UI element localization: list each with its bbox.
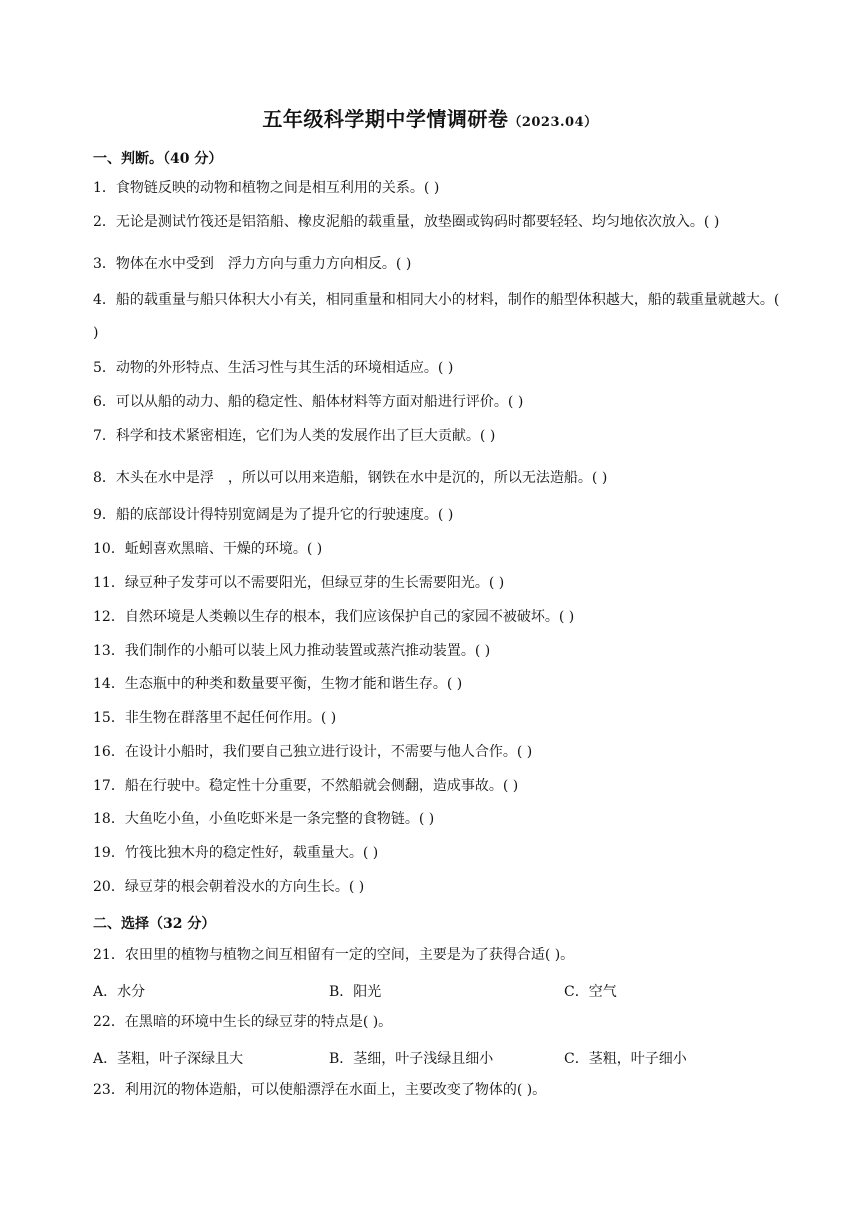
judge-item-4: 4．船的载重量与船只体积大小有关，相同重量和相同大小的材料，制作的船型体积越大，船的载重量就越大。( ) xyxy=(93,292,780,341)
question-22-option-a: A．茎粗，叶子深绿且大 xyxy=(93,1051,244,1067)
judge-item-14: 14．生态瓶中的种类和数量要平衡，生物才能和谐生存。( ) xyxy=(93,676,463,692)
title-main: 五年级科学期中学情调研卷 xyxy=(262,107,509,131)
judge-item-2: 2．无论是测试竹筏还是铝箔船、橡皮泥船的载重量，放垫圈或钩码时都要轻轻、均匀地依次放入。( ) xyxy=(93,214,720,230)
judge-item-19: 19．竹筏比独木舟的稳定性好，载重量大。( ) xyxy=(93,845,379,861)
judge-item-9: 9．船的底部设计得特别宽阔是为了提升它的行驶速度。( ) xyxy=(93,507,454,523)
question-21-option-b: B．阳光 xyxy=(329,984,382,1000)
question-22-stem: 22．在黑暗的环境中生长的绿豆芽的特点是( )。 xyxy=(93,1014,393,1030)
judge-item-6: 6．可以从船的动力、船的稳定性、船体材料等方面对船进行评价。( ) xyxy=(93,394,524,410)
title-date: （2023.04） xyxy=(508,115,598,130)
judge-item-8: 8．木头在水中是浮 ，所以可以用来造船，钢铁在水中是沉的，所以无法造船。( ) xyxy=(93,470,608,486)
question-21-stem: 21．农田里的植物与植物之间互相留有一定的空间，主要是为了获得合适( )。 xyxy=(93,947,575,963)
judge-item-7: 7．科学和技术紧密相连，它们为人类的发展作出了巨大贡献。( ) xyxy=(93,428,496,444)
judge-item-10: 10．蚯蚓喜欢黑暗、干燥的环境。( ) xyxy=(93,541,323,557)
question-21-option-c: C．空气 xyxy=(564,984,617,1000)
judge-item-15: 15．非生物在群落里不起任何作用。( ) xyxy=(93,710,337,726)
judge-item-16: 16．在设计小船时，我们要自己独立进行设计，不需要与他人合作。( ) xyxy=(93,744,533,760)
judge-item-13: 13．我们制作的小船可以装上风力推动装置或蒸汽推动装置。( ) xyxy=(93,643,491,659)
section-choice-heading: 二、选择（32 分） xyxy=(93,916,216,932)
question-22-option-b: B．茎细，叶子浅绿且细小 xyxy=(329,1051,494,1067)
judge-item-5: 5．动物的外形特点、生活习性与其生活的环境相适应。( ) xyxy=(93,360,454,376)
judge-item-17: 17．船在行驶中。稳定性十分重要，不然船就会侧翻，造成事故。( ) xyxy=(93,778,519,794)
judge-item-1: 1．食物链反映的动物和植物之间是相互利用的关系。( ) xyxy=(93,180,440,196)
page-title xyxy=(0,103,860,132)
section-judge-heading: 一、判断。（40 分） xyxy=(93,151,223,167)
judge-item-18: 18．大鱼吃小鱼，小鱼吃虾米是一条完整的食物链。( ) xyxy=(93,811,435,827)
question-23-stem: 23．利用沉的物体造船，可以使船漂浮在水面上，主要改变了物体的( )。 xyxy=(93,1082,547,1098)
judge-item-20: 20．绿豆芽的根会朝着没水的方向生长。( ) xyxy=(93,879,365,895)
judge-item-12: 12．自然环境是人类赖以生存的根本，我们应该保护自己的家园不被破坏。( ) xyxy=(93,609,575,625)
judge-item-11: 11．绿豆种子发芽可以不需要阳光，但绿豆芽的生长需要阳光。( ) xyxy=(93,575,505,591)
question-22-option-c: C．茎粗，叶子细小 xyxy=(564,1051,687,1067)
judge-item-3: 3．物体在水中受到 浮力方向与重力方向相反。( ) xyxy=(93,256,412,272)
question-21-option-a: A．水分 xyxy=(93,984,146,1000)
